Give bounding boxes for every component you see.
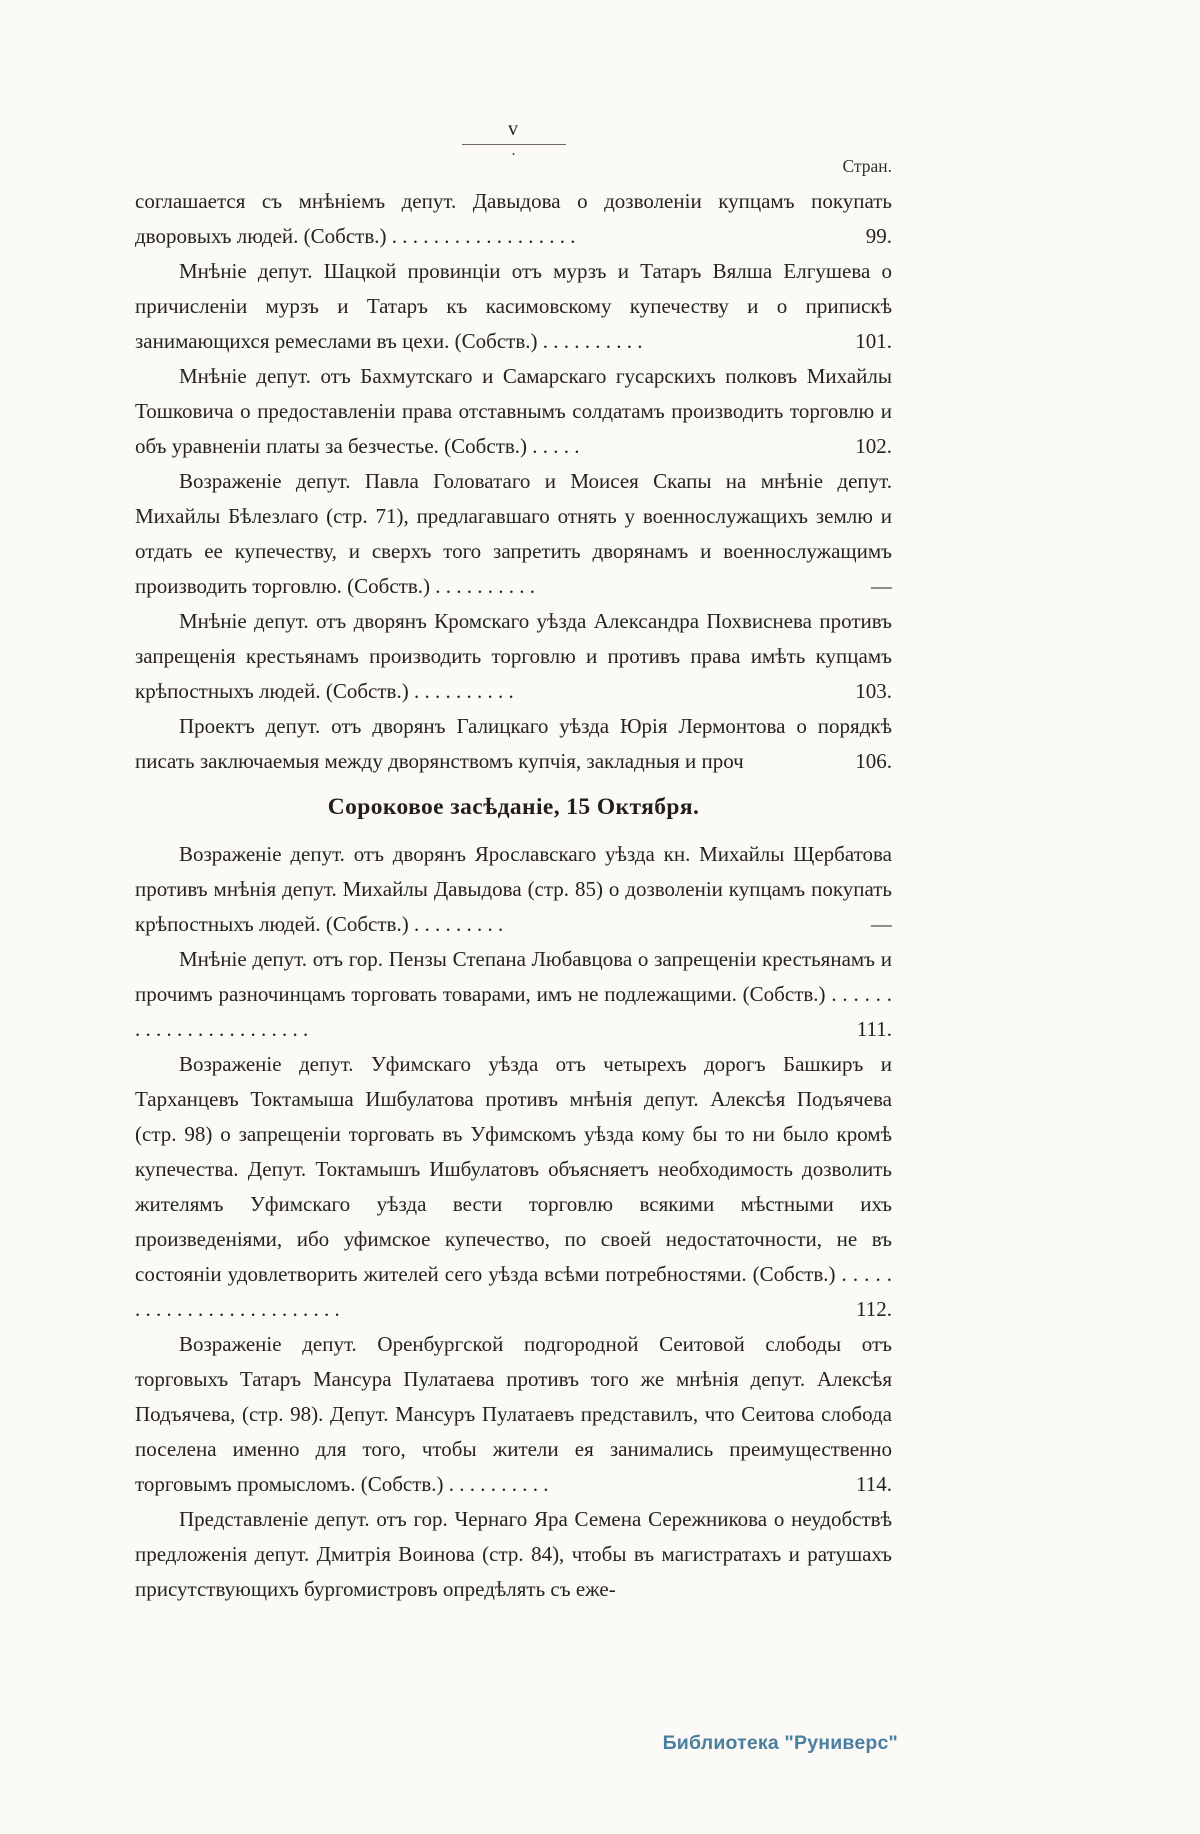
page-header <box>135 118 892 176</box>
toc-entry <box>135 184 892 254</box>
toc-entry <box>135 464 892 604</box>
toc-entry <box>135 254 892 359</box>
entry-text: Мнѣніе депут. отъ Бахмутскаго и Самарскаго гусарскихъ полковъ Михайлы Тошковича о предоставленіи права отставнымъ солдатамъ производить торговлю и объ уравненіи платы за безчестье. (Собств.) . . . . . <box>135 364 892 458</box>
entry-page-number: 101. <box>847 324 892 359</box>
table-of-contents <box>135 184 892 1607</box>
entry-text: Возраженіе депут. Уфимскаго уѣзда отъ четырехъ дорогъ Башкиръ и Тарханцевъ Токтамыша Ишбулатова противъ мнѣнія депут. Алексѣя Подъячева (стр. 98) о запрещеніи торговать въ Уфимскомъ уѣзда кому бы то ни было кромѣ купечества. Депут. Токтамышъ Ишбулатовъ объясняетъ необходимость дозволить жителямъ Уфимскаго уѣзда вести торговлю всякими мѣстными ихъ произведеніями, ибо уфимское купечество, по своей недостаточности, не въ состояніи удовлетворить жителей сего уѣзда всѣми потребностями. (Собств.) . . . . . . . . . . . . . . . . . . . . . . . . . <box>135 1052 892 1321</box>
entry-text: Представленіе депут. отъ гор. Чернаго Яра Семена Сережникова о неудобствѣ предложенія депут. Дмитрія Воинова (стр. 84), чтобы въ магистратахъ и ратушахъ присутствующихъ бургомистровъ опредѣлять съ еже- <box>135 1507 892 1601</box>
entry-page-number: 106. <box>847 744 892 779</box>
entry-page-number: 114. <box>848 1467 892 1502</box>
page-column-label: Стран. <box>842 156 892 176</box>
entry-text: Возраженіе депут. Оренбургской подгородной Сеитовой слободы отъ торговыхъ Татаръ Мансура Пулатаева противъ того же мнѣнія депут. Алексѣя Подъячева, (стр. 98). Депут. Мансуръ Пулатаевъ представилъ, что Сеитова слобода поселена именно для того, чтобы жители ея занимались преимущественно торговымъ промысломъ. (Собств.) . . . . . . . . . . <box>135 1332 892 1496</box>
entry-text: Возраженіе депут. отъ дворянъ Ярославскаго уѣзда кн. Михайлы Щербатова противъ мнѣнія депут. Михайлы Давыдова (стр. 85) о дозволеніи купцамъ покупать крѣпостныхъ людей. (Собств.) . . . . . . . . . <box>135 842 892 936</box>
entry-page-number: 112. <box>848 1292 892 1327</box>
toc-entry <box>135 709 892 779</box>
entry-page-number: 99. <box>858 219 892 254</box>
entry-text: соглашается съ мнѣніемъ депут. Давыдова о дозволеніи купцамъ покупать дворовыхъ людей. (Собств.) . . . . . . . . . . . . . . . . . . <box>135 189 892 248</box>
folio-dot: . <box>511 142 516 159</box>
entry-text: Проектъ депут. отъ дворянъ Галицкаго уѣзда Юрія Лермонтова о порядкѣ писать заключаемыя между дворянствомъ купчія, закладныя и проч <box>135 714 892 773</box>
toc-entry <box>135 837 892 942</box>
entry-text: Мнѣніе депут. отъ гор. Пензы Степана Любавцова о запрещеніи крестьянамъ и прочимъ разночинцамъ торговать товарами, имъ не подлежащими. (Собств.) . . . . . . . . . . . . . . . . . . . . . . . <box>135 947 892 1041</box>
toc-entry <box>135 359 892 464</box>
entry-page-number: 103. <box>847 674 892 709</box>
toc-entry <box>135 1047 892 1327</box>
entry-page-number: 102. <box>847 429 892 464</box>
folio-number: v <box>508 118 519 140</box>
toc-entry <box>135 1502 892 1607</box>
entry-text: Возраженіе депут. Павла Головатаго и Моисея Скапы на мнѣніе депут. Михайлы Бѣлезлаго (стр. 71), предлагавшаго отнять у военнослужащихъ землю и отдать ее купечеству, и сверхъ того запретить дворянамъ и военнослужащимъ производить торговлю. (Собств.) . . . . . . . . . . <box>135 469 892 598</box>
library-watermark: Библиотека "Руниверс" <box>662 1732 898 1754</box>
entry-page-number: — <box>863 569 892 604</box>
toc-entry <box>135 1327 892 1502</box>
session-heading: Сороковое засѣданіе, 15 Октября. <box>327 794 700 820</box>
entry-text: Мнѣніе депут. отъ дворянъ Кромскаго уѣзда Александра Похвиснева противъ запрещенія крестьянамъ производить торговлю и противъ права имѣть купцамъ крѣпостныхъ людей. (Собств.) . . . . . . . . . . <box>135 609 892 703</box>
entry-page-number: 111. <box>849 1012 892 1047</box>
toc-entry <box>135 604 892 709</box>
entry-page-number: — <box>863 907 892 942</box>
entry-text: Мнѣніе депут. Шацкой провинціи отъ мурзъ и Татаръ Вялша Елгушева о причисленіи мурзъ и Татаръ къ касимовскому купечеству и о припискѣ занимающихся ремеслами въ цехи. (Собств.) . . . . . . . . . . <box>135 259 892 353</box>
toc-entry <box>135 942 892 1047</box>
